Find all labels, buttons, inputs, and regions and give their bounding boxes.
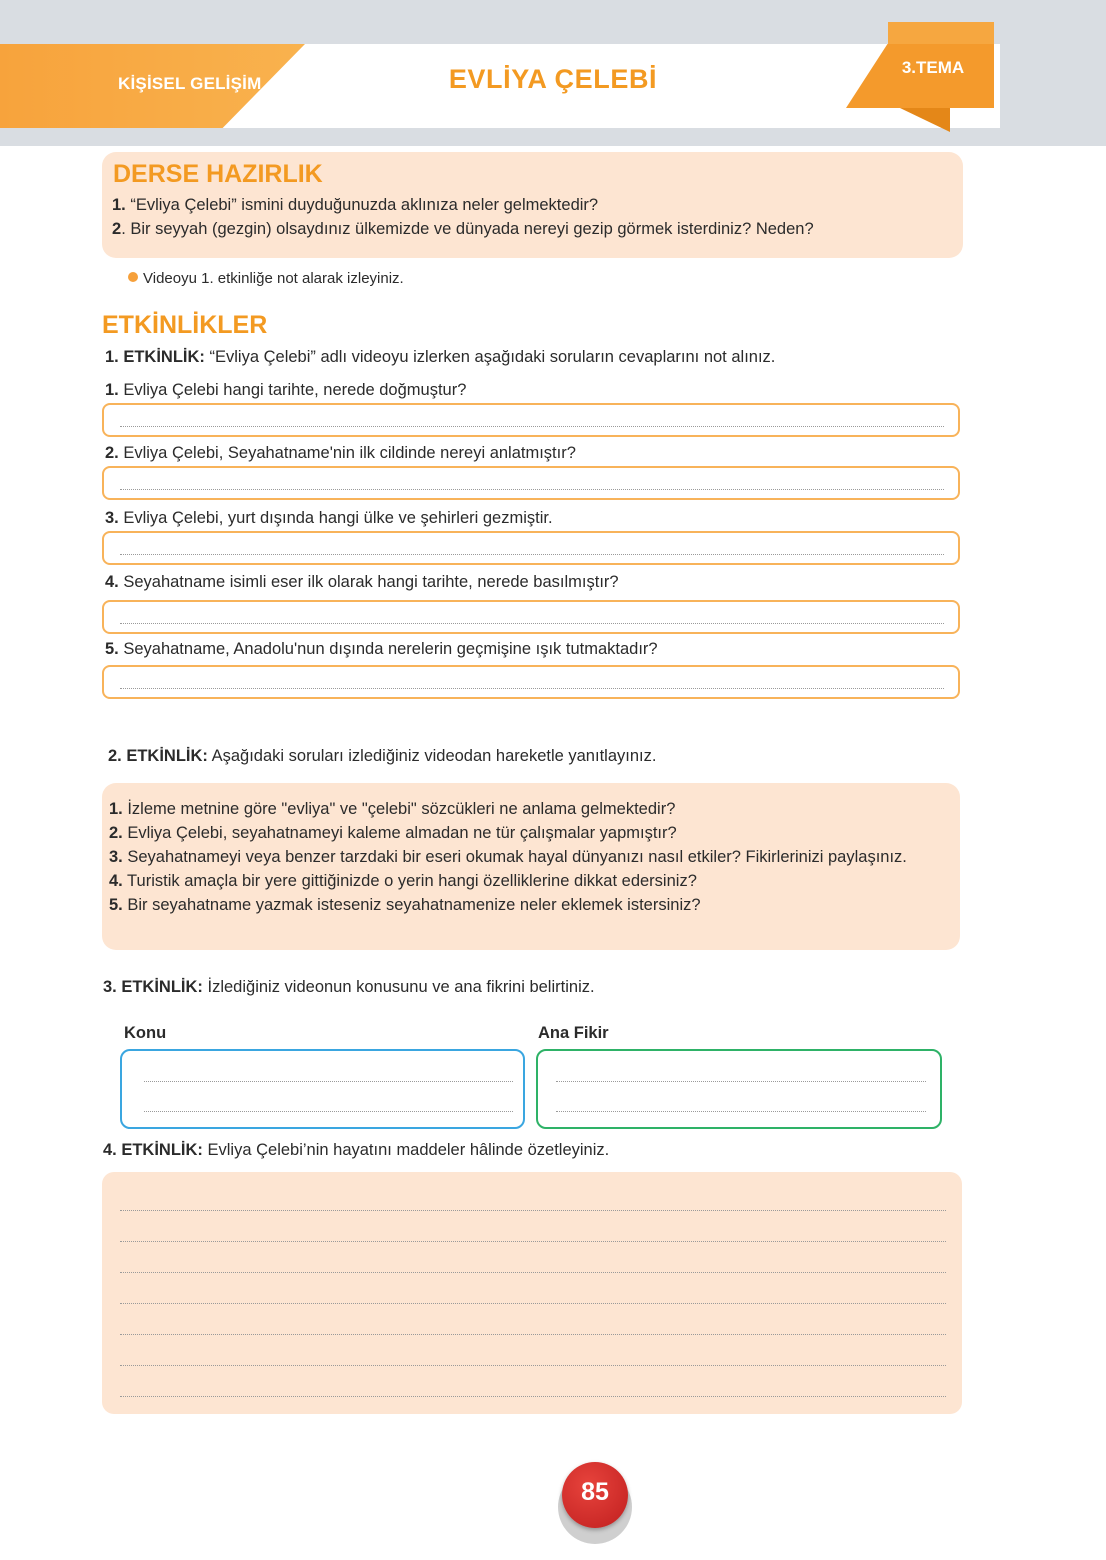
prep-question-1: 1. “Evliya Çelebi” ismini duyduğunuzda aklınıza neler gelmektedir? (112, 196, 599, 214)
answer-line (120, 1241, 946, 1242)
activities-heading: ETKİNLİKLER (102, 311, 268, 339)
answer-box-4[interactable] (102, 600, 960, 634)
konu-label: Konu (124, 1024, 167, 1042)
page-number: 85 (581, 1478, 609, 1506)
activity-1-question-2: 2. Evliya Çelebi, Seyahatname'nin ilk cildinde nereyi anlatmıştır? (105, 444, 576, 462)
answer-box-1[interactable] (102, 403, 960, 437)
activity-1-question-5: 5. Seyahatname, Anadolu'nun dışında nerelerin geçmişine ışık tutmaktadır? (105, 640, 658, 658)
answer-line (120, 1272, 946, 1273)
activity-4-instruction: 4. ETKİNLİK: Evliya Çelebi’nin hayatını maddeler hâlinde özetleyiniz. (103, 1141, 610, 1159)
activity-1-instruction: 1. ETKİNLİK: “Evliya Çelebi” adlı videoyu izlerken aşağıdaki soruların cevaplarını not alınız. (105, 348, 776, 366)
activity-3-instruction: 3. ETKİNLİK: İzlediğiniz videonun konusunu ve ana fikrini belirtiniz. (103, 978, 595, 996)
answer-line (144, 1081, 513, 1082)
answer-line (120, 489, 944, 490)
prep-heading: DERSE HAZIRLIK (113, 160, 323, 188)
answer-line (120, 426, 944, 427)
video-note: Videoyu 1. etkinliğe not alarak izleyiniz. (128, 270, 404, 287)
answer-line (144, 1111, 513, 1112)
activity-2-instruction: 2. ETKİNLİK: Aşağıdaki soruları izlediğiniz videodan hareketle yanıtlayınız. (108, 747, 657, 765)
summary-answer-box[interactable] (102, 1172, 962, 1414)
answer-line (120, 1396, 946, 1397)
answer-line (120, 688, 944, 689)
answer-line (556, 1111, 926, 1112)
activity-2-question-1: 1. İzleme metnine göre "evliya" ve "çelebi" sözcükleri ne anlama gelmektedir? (109, 800, 676, 818)
answer-line (120, 554, 944, 555)
activity-2-question-3: 3. Seyahatnameyi veya benzer tarzdaki bir eseri okumak hayal dünyanızı nasıl etkiler? Fikirlerinizi paylaşınız. (109, 848, 907, 866)
answer-line (120, 623, 944, 624)
answer-box-3[interactable] (102, 531, 960, 565)
activity-1-question-3: 3. Evliya Çelebi, yurt dışında hangi ülke ve şehirleri gezmiştir. (105, 509, 553, 527)
ana-fikir-label: Ana Fikir (538, 1024, 609, 1042)
answer-line (556, 1081, 926, 1082)
activity-2-question-5: 5. Bir seyahatname yazmak isteseniz seyahatnamenize neler eklemek istersiniz? (109, 896, 701, 914)
activity-2-questions (109, 797, 955, 917)
konu-answer-box[interactable] (120, 1049, 525, 1129)
prep-question-2: 2. Bir seyyah (gezgin) olsaydınız ülkemizde ve dünyada nereyi gezip görmek isterdiniz? Neden? (112, 220, 814, 238)
activity-1-question-1: 1. Evliya Çelebi hangi tarihte, nerede doğmuştur? (105, 381, 467, 399)
answer-line (120, 1365, 946, 1366)
page-title: EVLİYA ÇELEBİ (448, 64, 658, 94)
activity-2-question-4: 4. Turistik amaçla bir yere gittiğinizde o yerin hangi özelliklerine dikkat edersiniz? (109, 872, 697, 890)
theme-label: 3.TEMA (901, 58, 965, 77)
bullet-icon (128, 272, 138, 282)
answer-box-5[interactable] (102, 665, 960, 699)
activity-1-question-4: 4. Seyahatname isimli eser ilk olarak hangi tarihte, nerede basılmıştır? (105, 573, 619, 591)
answer-line (120, 1210, 946, 1211)
answer-line (120, 1303, 946, 1304)
section-tab-label: KİŞİSEL GELİŞİM (118, 74, 262, 93)
answer-box-2[interactable] (102, 466, 960, 500)
activity-2-question-2: 2. Evliya Çelebi, seyahatnameyi kaleme almadan ne tür çalışmalar yapmıştır? (109, 824, 677, 842)
answer-line (120, 1334, 946, 1335)
ana-fikir-answer-box[interactable] (536, 1049, 942, 1129)
